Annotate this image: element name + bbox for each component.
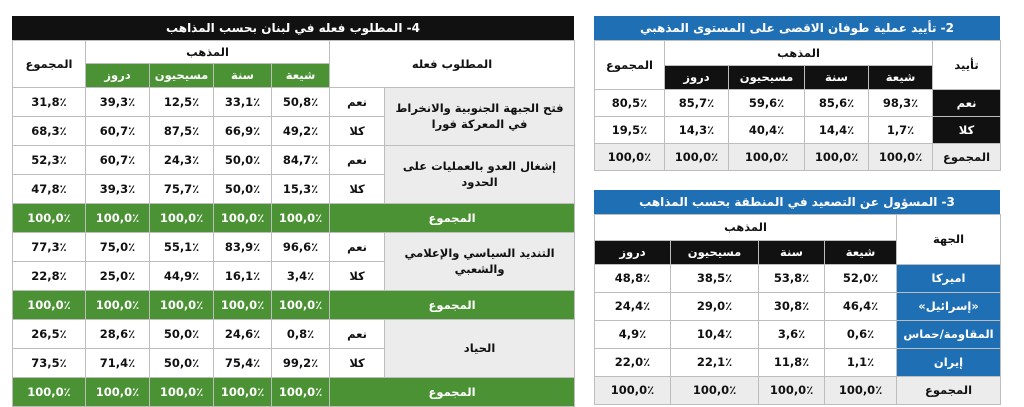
cell: 75,7٪ bbox=[150, 175, 214, 204]
cell-total: 47,8٪ bbox=[13, 175, 86, 204]
header-druze: دروز bbox=[86, 64, 150, 88]
cell: 50,0٪ bbox=[214, 146, 272, 175]
row-label-no: كلا bbox=[933, 117, 1001, 144]
table-3 bbox=[594, 214, 1001, 405]
header-christians: مسيحيون bbox=[729, 66, 805, 90]
cell: 48,8٪ bbox=[595, 265, 671, 293]
cell: 0,8٪ bbox=[272, 320, 330, 349]
cell: 1,1٪ bbox=[825, 349, 897, 377]
header-sunni: سنة bbox=[759, 241, 825, 265]
header-total: المجموع bbox=[595, 41, 665, 90]
header-party: الجهة bbox=[897, 215, 1001, 265]
header-support: تأييد bbox=[933, 41, 1001, 90]
header-druze: دروز bbox=[665, 66, 729, 90]
cell: 38,5٪ bbox=[671, 265, 759, 293]
cell: 55,1٪ bbox=[150, 233, 214, 262]
total-cell: 100,0٪ bbox=[759, 377, 825, 405]
cell: 85,6٪ bbox=[805, 90, 869, 117]
cell-total: 68,3٪ bbox=[13, 117, 86, 146]
cell: 98,3٪ bbox=[869, 90, 933, 117]
cell: 29,0٪ bbox=[671, 293, 759, 321]
cell: 24,6٪ bbox=[214, 320, 272, 349]
cell: 71,4٪ bbox=[86, 349, 150, 378]
cell-total: 19,5٪ bbox=[595, 117, 665, 144]
cell-total: 77,3٪ bbox=[13, 233, 86, 262]
table-2 bbox=[594, 40, 1001, 171]
header-shia: شيعة bbox=[869, 66, 933, 90]
cell: 24,4٪ bbox=[595, 293, 671, 321]
table-3-panel bbox=[594, 190, 1000, 405]
cell: 66,9٪ bbox=[214, 117, 272, 146]
header-sunni: سنة bbox=[805, 66, 869, 90]
cell: 52,0٪ bbox=[825, 265, 897, 293]
header-christians: مسيحيون bbox=[150, 64, 214, 88]
answer-no: كلا bbox=[330, 349, 385, 378]
cell: 87,5٪ bbox=[150, 117, 214, 146]
total-cell: 100,0٪ bbox=[150, 291, 214, 320]
cell: 14,4٪ bbox=[805, 117, 869, 144]
cell: 60,7٪ bbox=[86, 146, 150, 175]
cell: 39,3٪ bbox=[86, 175, 150, 204]
row-label-border-ops: إشغال العدو بالعمليات على الحدود bbox=[385, 146, 575, 204]
table-3-title: 3- المسؤول عن التصعيد في المنطقة بحسب المذاهب bbox=[594, 190, 1000, 214]
header-sunni: سنة bbox=[214, 64, 272, 88]
cell: 3,6٪ bbox=[759, 321, 825, 349]
row-label-america: اميركا bbox=[897, 265, 1001, 293]
cell-total: 22,8٪ bbox=[13, 262, 86, 291]
cell: 22,1٪ bbox=[671, 349, 759, 377]
cell: 50,0٪ bbox=[150, 320, 214, 349]
cell: 30,8٪ bbox=[759, 293, 825, 321]
cell: 75,4٪ bbox=[214, 349, 272, 378]
header-total: المجموع bbox=[13, 41, 86, 88]
total-cell: 100,0٪ bbox=[595, 377, 671, 405]
header-action: المطلوب فعله bbox=[330, 41, 575, 88]
answer-no: كلا bbox=[330, 262, 385, 291]
total-cell: 100,0٪ bbox=[86, 378, 150, 407]
header-christians: مسيحيون bbox=[671, 241, 759, 265]
cell: 96,6٪ bbox=[272, 233, 330, 262]
header-sect: المذهب bbox=[595, 215, 897, 241]
cell: 44,9٪ bbox=[150, 262, 214, 291]
cell: 40,4٪ bbox=[729, 117, 805, 144]
row-label-denunciation: التنديد السياسي والإعلامي والشعبي bbox=[385, 233, 575, 291]
cell: 11,8٪ bbox=[759, 349, 825, 377]
row-label-israel: «إسرائيل» bbox=[897, 293, 1001, 321]
table-4 bbox=[12, 40, 575, 407]
total-cell: 100,0٪ bbox=[272, 378, 330, 407]
header-shia: شيعة bbox=[272, 64, 330, 88]
row-label-total: المجموع bbox=[897, 377, 1001, 405]
total-cell: 100,0٪ bbox=[805, 144, 869, 171]
cell: 14,3٪ bbox=[665, 117, 729, 144]
total-cell: 100,0٪ bbox=[13, 291, 86, 320]
table-2-title: 2- تأييد عملية طوفان الاقصى على المستوى المذهبي bbox=[594, 16, 1000, 40]
cell: 46,4٪ bbox=[825, 293, 897, 321]
total-cell: 100,0٪ bbox=[729, 144, 805, 171]
cell: 24,3٪ bbox=[150, 146, 214, 175]
total-cell: 100,0٪ bbox=[86, 204, 150, 233]
row-label-neutrality: الحياد bbox=[385, 320, 575, 378]
cell: 16,1٪ bbox=[214, 262, 272, 291]
cell: 50,8٪ bbox=[272, 88, 330, 117]
total-cell: 100,0٪ bbox=[595, 144, 665, 171]
cell: 12,5٪ bbox=[150, 88, 214, 117]
cell: 22,0٪ bbox=[595, 349, 671, 377]
cell: 50,0٪ bbox=[214, 175, 272, 204]
header-druze: دروز bbox=[595, 241, 671, 265]
cell: 4,9٪ bbox=[595, 321, 671, 349]
table-4-title: 4- المطلوب فعله في لبنان بحسب المذاهب bbox=[12, 16, 574, 40]
cell: 85,7٪ bbox=[665, 90, 729, 117]
cell: 1,7٪ bbox=[869, 117, 933, 144]
cell: 59,6٪ bbox=[729, 90, 805, 117]
cell: 60,7٪ bbox=[86, 117, 150, 146]
cell: 0,6٪ bbox=[825, 321, 897, 349]
answer-yes: نعم bbox=[330, 88, 385, 117]
total-cell: 100,0٪ bbox=[671, 377, 759, 405]
table-2-panel bbox=[594, 16, 1000, 171]
total-cell: 100,0٪ bbox=[13, 204, 86, 233]
row-label-total: المجموع bbox=[933, 144, 1001, 171]
cell-total: 26,5٪ bbox=[13, 320, 86, 349]
cell: 75,0٪ bbox=[86, 233, 150, 262]
total-label: المجموع bbox=[330, 291, 575, 320]
cell-total: 52,3٪ bbox=[13, 146, 86, 175]
total-cell: 100,0٪ bbox=[272, 204, 330, 233]
total-cell: 100,0٪ bbox=[150, 378, 214, 407]
cell: 33,1٪ bbox=[214, 88, 272, 117]
cell: 15,3٪ bbox=[272, 175, 330, 204]
total-cell: 100,0٪ bbox=[150, 204, 214, 233]
total-cell: 100,0٪ bbox=[214, 378, 272, 407]
cell: 39,3٪ bbox=[86, 88, 150, 117]
answer-no: كلا bbox=[330, 117, 385, 146]
cell: 25,0٪ bbox=[86, 262, 150, 291]
cell: 3,4٪ bbox=[272, 262, 330, 291]
cell: 53,8٪ bbox=[759, 265, 825, 293]
answer-yes: نعم bbox=[330, 146, 385, 175]
header-shia: شيعة bbox=[825, 241, 897, 265]
header-sect: المذهب bbox=[665, 41, 933, 66]
cell-total: 31,8٪ bbox=[13, 88, 86, 117]
row-label-iran: إيران bbox=[897, 349, 1001, 377]
total-cell: 100,0٪ bbox=[214, 204, 272, 233]
cell: 49,2٪ bbox=[272, 117, 330, 146]
total-cell: 100,0٪ bbox=[869, 144, 933, 171]
row-label-yes: نعم bbox=[933, 90, 1001, 117]
cell: 50,0٪ bbox=[150, 349, 214, 378]
row-label-resistance: المقاومة/حماس bbox=[897, 321, 1001, 349]
cell-total: 80,5٪ bbox=[595, 90, 665, 117]
answer-yes: نعم bbox=[330, 320, 385, 349]
row-label-open-front: فتح الجبهة الجنوبية والانخراط في المعركة فورا bbox=[385, 88, 575, 146]
cell: 28,6٪ bbox=[86, 320, 150, 349]
total-cell: 100,0٪ bbox=[665, 144, 729, 171]
header-sect: المذهب bbox=[86, 41, 330, 64]
total-label: المجموع bbox=[330, 204, 575, 233]
total-cell: 100,0٪ bbox=[86, 291, 150, 320]
cell: 99,2٪ bbox=[272, 349, 330, 378]
total-cell: 100,0٪ bbox=[825, 377, 897, 405]
total-cell: 100,0٪ bbox=[214, 291, 272, 320]
total-cell: 100,0٪ bbox=[272, 291, 330, 320]
cell: 83,9٪ bbox=[214, 233, 272, 262]
table-4-panel bbox=[12, 16, 574, 400]
cell: 84,7٪ bbox=[272, 146, 330, 175]
cell: 10,4٪ bbox=[671, 321, 759, 349]
total-label: المجموع bbox=[330, 378, 575, 407]
cell-total: 73,5٪ bbox=[13, 349, 86, 378]
answer-yes: نعم bbox=[330, 233, 385, 262]
answer-no: كلا bbox=[330, 175, 385, 204]
total-cell: 100,0٪ bbox=[13, 378, 86, 407]
